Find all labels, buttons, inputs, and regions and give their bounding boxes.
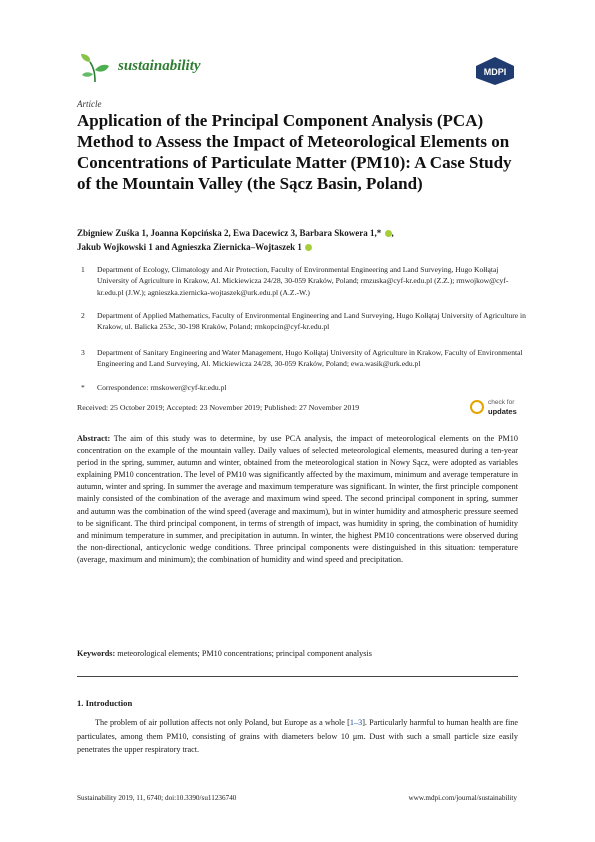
- affiliation-number: 3: [81, 348, 85, 357]
- intro-text-start: The problem of air pollution affects not only Poland, but Europe as a whole [: [95, 718, 350, 727]
- check-updates-line2: updates: [488, 407, 517, 416]
- affiliation-text: Department of Applied Mathematics, Faculty of Environmental Engineering and Land Surveying, Hugo Kołłątaj University of Agriculture in Krakow, ul. Balicka 253c, 30-198 Kraków, Poland; rmkopcin@cyf-kr.edu.pl: [97, 311, 526, 332]
- check-for-updates-button[interactable]: [470, 398, 530, 420]
- authors-line-2: Jakub Wojkowski 1 and Agnieszka Ziernicka–Wojtaszek 1: [77, 242, 302, 252]
- abstract-label: Abstract:: [77, 434, 111, 443]
- correspondence-text: Correspondence: rmskower@cyf-kr.edu.pl: [97, 383, 227, 392]
- keywords-text: meteorological elements; PM10 concentrations; principal component analysis: [117, 649, 372, 658]
- orcid-icon[interactable]: [385, 230, 392, 237]
- section-heading: 1. Introduction: [77, 698, 133, 708]
- check-updates-line1: check for: [488, 399, 515, 406]
- citation-link[interactable]: 1–3: [349, 718, 363, 727]
- publisher-name: MDPI: [483, 67, 507, 77]
- article-type: Article: [77, 99, 102, 109]
- orcid-icon[interactable]: [305, 244, 312, 251]
- affiliation-text: Department of Ecology, Climatology and Air Protection, Faculty of Environmental Engineering and Land Surveying, Hugo Kołłątaj University of Agriculture in Krakow, Al. Mickiewicza 24/28, 30-059 Kraków, Poland; rmzuska@cyf-kr.edu.pl (Z.Z.); rmwojkow@cyf-kr.edu.pl (J.W.); agnieszka.ziernicka-wojtaszek@urk.edu.pl (A.Z.-W.): [97, 265, 509, 297]
- affiliation-number: 1: [81, 265, 85, 274]
- section-divider: [77, 676, 518, 677]
- intro-text-end: ]. Particularly harmful to human health are fine particulates, among them PM10, consisting of grains with diameters below 10 μm. Dust with such a small particle size easily penetrates the upper respiratory tract.: [77, 718, 518, 755]
- authors-line-1: Zbigniew Zuśka 1, Joanna Kopcińska 2, Ewa Dacewicz 3, Barbara Skowera 1,*: [77, 228, 382, 238]
- journal-name[interactable]: sustainability: [118, 58, 201, 74]
- keywords: [77, 648, 518, 660]
- publication-dates: Received: 25 October 2019; Accepted: 23 November 2019; Published: 27 November 2019: [77, 403, 360, 412]
- mdpi-logo-icon[interactable]: [474, 56, 516, 86]
- author-list: Zbigniew Zuśka 1, Joanna Kopcińska 2, Ewa Dacewicz 3, Barbara Skowera 1,* , Jakub Wojkowski 1 and Agnieszka Ziernicka–Wojtaszek 1: [77, 228, 394, 252]
- paper-title: Application of the Principal Component Analysis (PCA) Method to Assess the Impact of Meteorological Elements on Concentrations of Particulate Matter (PM10): A Case Study of the Mountain Valley (the Sącz Basin, Poland): [77, 111, 512, 193]
- footer-journal-url[interactable]: www.mdpi.com/journal/sustainability: [408, 794, 517, 802]
- journal-leaf-logo-icon: [78, 52, 112, 86]
- check-updates-icon: [470, 400, 484, 414]
- introduction-paragraph: [77, 716, 518, 757]
- footer-citation: Sustainability 2019, 11, 6740; doi:10.3390/su11236740: [77, 794, 237, 802]
- affiliation-number: *: [81, 383, 85, 392]
- affiliation-number: 2: [81, 311, 85, 320]
- abstract: [77, 433, 518, 566]
- keywords-label: Keywords:: [77, 649, 116, 658]
- abstract-text: The aim of this study was to determine, by use PCA analysis, the impact of meteorological elements on the PM10 concentration on the example of the mountain valley. Daily values of selected meteorological elements, measured during a ten-year period in the spring, summer, autumn and winter, obtained from the meteorological station in Nowy Sącz, were adopted as variables explaining PM10 concentration. The level of PM10 was significantly affected by the maximum, minimum and average temperature in autumn, winter and spring. In summer the average and maximum temperature was significant. In winter, the first principle component mainly consisted of the combination of the average and maximum wind speed. The second principal component in spring, summer and autumn was the combination of the wind speed (average and maximum), but in winter humidity and atmospheric pressure seemed to be significant. The third principal component, in terms of strength of impact, was humidity in spring, the combination of humidity and minimum temperature in summer, and precipitation in autumn. In winter, the highest PM10 concentrations were observed during the non-directional, anticyclonic wedge conditions. Three principal components were distinguished in this situation: temperature (average, maximum and minimum); the combination of humidity and wind speed and precipitation.: [77, 434, 518, 564]
- affiliation-text: Department of Sanitary Engineering and Water Management, Hugo Kołłątaj University of Agriculture in Krakow, Faculty of Environmental Engineering and Land Surveying, Al. Mickiewicza 24/28, 30-059 Kraków, Poland; ewa.wasik@urk.edu.pl: [97, 348, 523, 369]
